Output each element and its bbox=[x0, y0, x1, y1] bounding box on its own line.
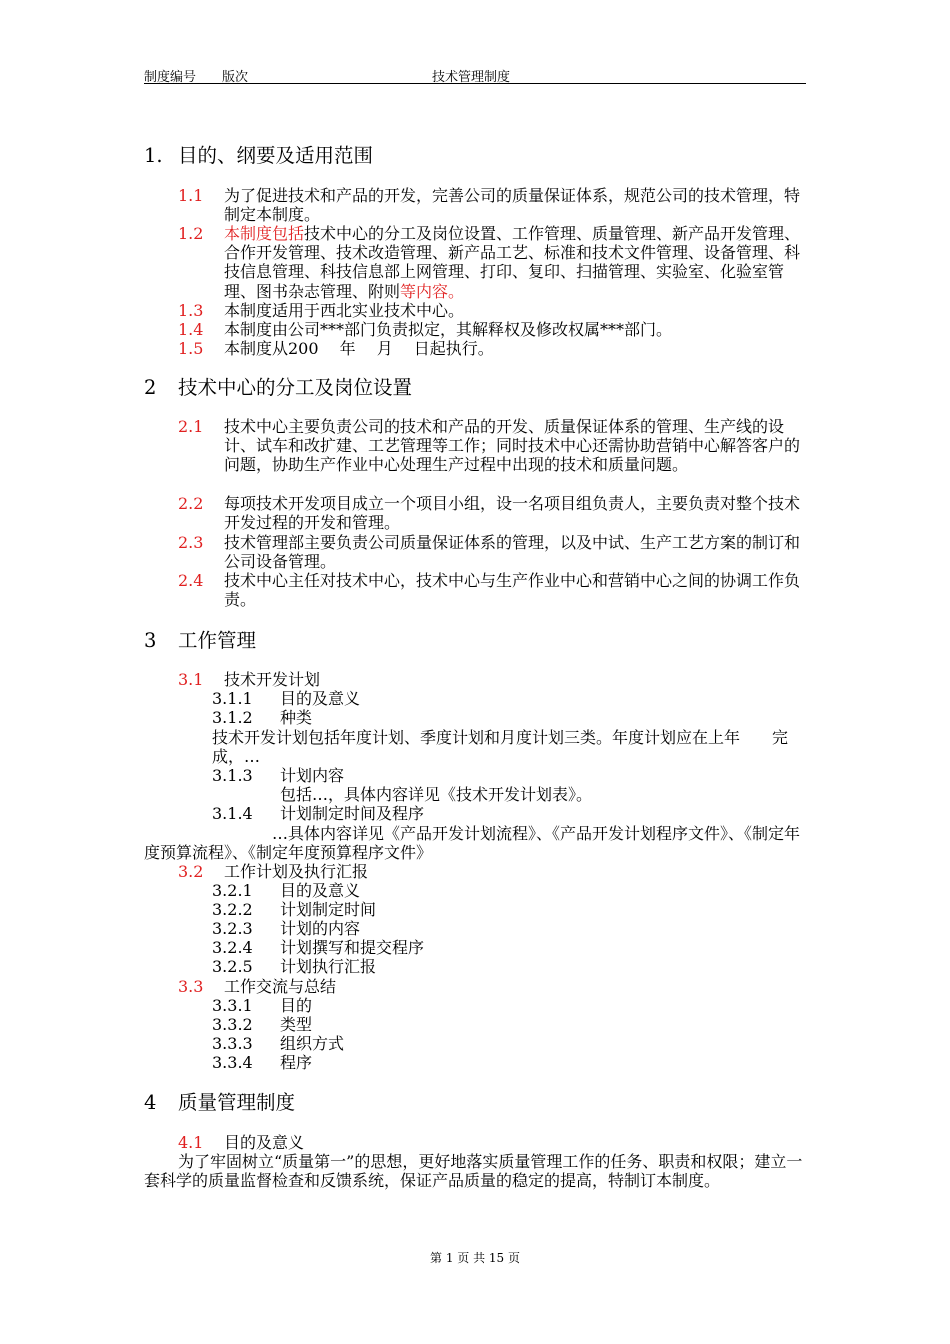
subitem-3-3-4: 3.3.4 程序 bbox=[212, 1053, 313, 1072]
item-number: 1.5 bbox=[178, 339, 204, 358]
section-title: 工作管理 bbox=[178, 629, 257, 652]
subitem-3-3-3: 3.3.3 组织方式 bbox=[212, 1034, 345, 1053]
item-number: 3.3 bbox=[178, 977, 204, 996]
subitem-3-1-4: 3.1.4 计划制定时间及程序 bbox=[212, 804, 425, 823]
item-number: 2.4 bbox=[178, 571, 204, 590]
subitem-3-1-1: 3.1.1 目的及意义 bbox=[212, 689, 361, 708]
section-title: 质量管理制度 bbox=[178, 1091, 296, 1114]
highlight-lead: 本制度包括 bbox=[224, 224, 305, 243]
page-footer: 第 1 页 共 15 页 bbox=[430, 1251, 520, 1265]
item-text: 为了促进技术和产品的开发，完善公司的质量保证体系，规范公司的技术管理，特制定本制度。 bbox=[224, 186, 801, 225]
item-text: 工作计划及执行汇报 bbox=[224, 862, 369, 881]
item-number: 3.1 bbox=[178, 670, 204, 689]
section-number: 3 bbox=[144, 629, 157, 652]
item-text: 每项技术开发项目成立一个项目小组，设一名项目组负责人，主要负责对整个技术开发过程的开发和管理。 bbox=[224, 494, 801, 533]
item-text: 本制度由公司***部门负责拟定，其解释权及修改权属***部门。 bbox=[224, 320, 673, 339]
item-number: 1.4 bbox=[178, 320, 204, 339]
item-text: 本制度包括技术中心的分工及岗位设置、工作管理、质量管理、新产品开发管理、合作开发管理、技术改造管理、新产品工艺、标准和技术文件管理、设备管理、科技信息管理、科技信息部上网管理、打印、复印、扫描管理、实验室、化验室管理、图书杂志管理、附则等内容。 bbox=[224, 224, 801, 301]
item-number: 2.2 bbox=[178, 494, 204, 513]
section-4-heading bbox=[144, 1091, 295, 1115]
subitem-3-2-3: 3.2.3 计划的内容 bbox=[212, 919, 361, 938]
section-number: 1. bbox=[144, 144, 163, 167]
item-text: 工作交流与总结 bbox=[224, 977, 337, 996]
paragraph-3-1-2: 技术开发计划包括年度计划、季度计划和月度计划三类。年度计划应在上年 完成，… bbox=[212, 728, 789, 767]
item-number: 3.2 bbox=[178, 862, 204, 881]
item-text: 技术开发计划 bbox=[224, 670, 321, 689]
subitem-3-2-1: 3.2.1 目的及意义 bbox=[212, 881, 361, 900]
subitem-3-3-1: 3.3.1 目的 bbox=[212, 996, 313, 1015]
item-text: 本制度从200 年 月 日起执行。 bbox=[224, 339, 494, 358]
subitem-3-2-2: 3.2.2 计划制定时间 bbox=[212, 900, 377, 919]
item-text: 目的及意义 bbox=[224, 1133, 305, 1152]
section-number: 4 bbox=[144, 1091, 157, 1114]
paragraph-3-1-4: …具体内容详见《产品开发计划流程》、《产品开发计划程序文件》、《制定年度预算流程》、《制定年度预算程序文件》 bbox=[144, 824, 801, 863]
section-1-heading bbox=[144, 144, 373, 168]
item-text: 技术中心主要负责公司的技术和产品的开发、质量保证体系的管理、生产线的设计、试车和改扩建、工艺管理等工作；同时技术中心还需协助营销中心解答客户的问题，协助生产作业中心处理生产过程中出现的技术和质量问题。 bbox=[224, 417, 801, 475]
item-number: 1.3 bbox=[178, 301, 204, 320]
section-title: 目的、纲要及适用范围 bbox=[178, 144, 374, 167]
paragraph-3-1-3: 包括…，具体内容详见《技术开发计划表》。 bbox=[280, 785, 593, 804]
subitem-3-1-3: 3.1.3 计划内容 bbox=[212, 766, 345, 785]
section-2-heading bbox=[144, 376, 412, 400]
subitem-3-1-2: 3.1.2 种类 bbox=[212, 708, 313, 727]
paragraph-4-1: 为了牢固树立“质量第一”的思想，更好地落实质量管理工作的任务、职责和权限；建立一套科学的质量监督检查和反馈系统，保证产品质量的稳定的提高，特制订本制度。 bbox=[144, 1152, 803, 1191]
version-label: 版次 bbox=[222, 70, 249, 85]
item-number: 2.3 bbox=[178, 533, 204, 552]
subitem-3-2-5: 3.2.5 计划执行汇报 bbox=[212, 957, 377, 976]
item-number: 2.1 bbox=[178, 417, 204, 436]
header-rule bbox=[144, 83, 806, 84]
item-text: 技术管理部主要负责公司质量保证体系的管理，以及中试、生产工艺方案的制订和公司设备管理。 bbox=[224, 533, 801, 572]
item-text: 本制度适用于西北实业技术中心。 bbox=[224, 301, 465, 320]
doc-number-label: 制度编号 bbox=[144, 70, 197, 85]
subitem-3-3-2: 3.3.2 类型 bbox=[212, 1015, 313, 1034]
section-3-heading bbox=[144, 629, 256, 653]
item-number: 4.1 bbox=[178, 1133, 204, 1152]
item-number: 1.2 bbox=[178, 224, 204, 243]
section-title: 技术中心的分工及岗位设置 bbox=[178, 376, 413, 399]
item-number: 1.1 bbox=[178, 186, 204, 205]
subitem-3-2-4: 3.2.4 计划撰写和提交程序 bbox=[212, 938, 425, 957]
item-text: 技术中心主任对技术中心，技术中心与生产作业中心和营销中心之间的协调工作负责。 bbox=[224, 571, 801, 610]
section-number: 2 bbox=[144, 376, 157, 399]
header-title: 技术管理制度 bbox=[432, 70, 511, 85]
highlight-tail: 等内容。 bbox=[400, 281, 465, 301]
